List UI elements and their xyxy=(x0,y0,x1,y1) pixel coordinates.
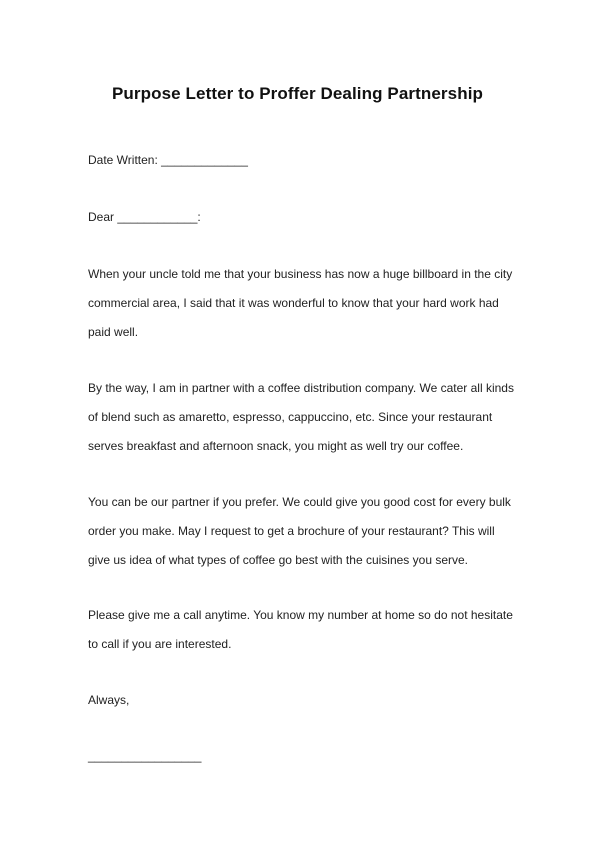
date-written-line: Date Written: _____________ xyxy=(88,153,248,167)
paragraph-line: to call if you are interested. xyxy=(88,637,232,651)
paragraph-line: order you make. May I request to get a brochure of your restaurant? This will xyxy=(88,524,495,538)
paragraph-line: of blend such as amaretto, espresso, cappuccino, etc. Since your restaurant xyxy=(88,410,493,424)
signature-line: _________________ xyxy=(88,749,202,763)
paragraph-line: You can be our partner if you prefer. We could give you good cost for every bulk xyxy=(88,495,511,509)
paragraph-line: When your uncle told me that your business has now a huge billboard in the city xyxy=(88,267,513,281)
paragraph-line: By the way, I am in partner with a coffee distribution company. We cater all kinds xyxy=(88,381,514,395)
paragraph-line: give us idea of what types of coffee go best with the cuisines you serve. xyxy=(88,553,468,567)
closing: Always, xyxy=(88,693,130,707)
paragraph-line: paid well. xyxy=(88,325,139,339)
paragraph-line: serves breakfast and afternoon snack, you might as well try our coffee. xyxy=(88,439,464,453)
paragraph-line: Please give me a call anytime. You know my number at home so do not hesitate xyxy=(88,608,513,622)
salutation: Dear ____________: xyxy=(88,210,201,224)
letter-title: Purpose Letter to Proffer Dealing Partnership xyxy=(111,84,483,103)
paragraph-line: commercial area, I said that it was wonderful to know that your hard work had xyxy=(88,296,499,310)
